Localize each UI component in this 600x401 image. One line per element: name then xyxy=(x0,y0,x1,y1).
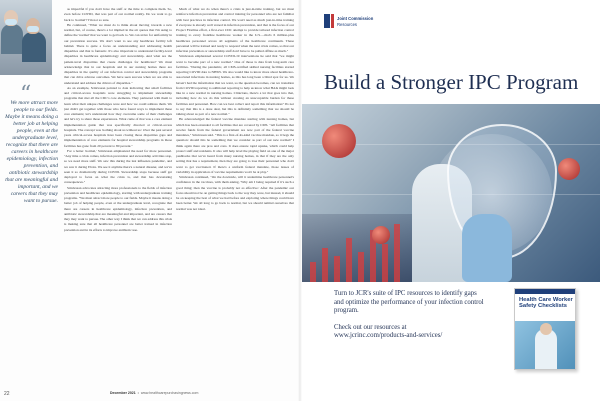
ad-headline: Build a Stronger IPC Program xyxy=(324,70,579,94)
advertisement-page xyxy=(302,0,600,401)
hero-chart-graphic xyxy=(302,214,422,282)
hero-chart-bar xyxy=(358,252,364,282)
logo-mark-icon xyxy=(324,14,330,28)
page-footer: December 2021 • www.healthcarepurchasingnews.com xyxy=(110,391,199,395)
footer-issue: December 2021 xyxy=(110,391,136,395)
promo-paragraph xyxy=(334,324,486,341)
virus-icon xyxy=(322,124,356,158)
hero-chart-bar xyxy=(394,224,400,282)
promo-cta: Check out our resources at xyxy=(334,323,407,331)
logo-mark-accent-icon xyxy=(331,14,334,28)
virus-icon xyxy=(372,226,390,244)
page-number: 22 xyxy=(4,391,10,397)
pull-quote xyxy=(0,84,60,304)
quote-mark-icon: “ xyxy=(20,82,32,107)
promo-url-link[interactable]: www.jcrinc.com/products-and-services/ xyxy=(334,332,443,340)
paragraph: He continued, "What we must do is think about moving towards a new normal, but, of course, there's a lot implied in the air quotes that I'm using to define the 'normal' that we want to get back to. We can strive for uniformity in our prevention success. We don't want to see any healthcare facility left behind. There is quite a focus on understanding and addressing health disparities and that is fantastic. It's also important to understand facility-level disparities in healthcare epidemiology and stewardship. And what are the patient-level disparities that create challenges for healthcare? We must acknowledge that in our hospitals and in our nursing homes there are disparities in the quality of our infection control and stewardship programs that can drive adverse outcomes. We have seen success when we are able to understand and address the drivers of disparities." xyxy=(64,22,172,85)
jcr-logo xyxy=(324,12,384,32)
photo-figure xyxy=(22,32,46,62)
pull-quote-text: We more attract more people to our fields. Maybe it means doing a better job at helping people, even at the undergraduate level, recognize that there are careers in healthcare epidemiology, infection prevention, and antibiotic stewardship that are meaningful and important, and we careers that they may want to pursue. xyxy=(5,100,58,204)
paragraph: Srinivasan advocates attracting more professionals to the fields of infection prevention and healthcare epidemiology, starting with undergraduate training programs. "We must attract more people to our fields. Maybe it means doing a better job of helping people, even at the undergraduate level, recognize that there are careers in healthcare epidemiology, infection prevention, and antibiotic stewardship that are meaningful and important, and are careers that they may want to pursue. The other way I think that we can address this crisis is making sure that all healthcare personnel are better trained in infection prevention and in its efforts to improve antibiotic use. xyxy=(64,185,172,232)
promo-paragraph: Turn to JCR's suite of IPC resources to identify gaps and optimize the performance of your infection control program. xyxy=(334,290,484,315)
hero-chart-bar xyxy=(310,262,316,282)
book-title: Health Care Worker Safety Checklists xyxy=(519,297,573,310)
logo-line-1: Joint Commission xyxy=(337,16,374,21)
paragraph: He acknowledged the federal vaccine mandate starting with nursing homes, but which has been extended to all facilities that are covered by CMS. "All facilities that receive funds from the federal government are now part of the federal vaccine mandates," Srinivasan said. "This is a first-of-its-kind vaccine mandate, so it begs the question: should this be something that we consider as part of our new normal? I think again there are pros and cons. It does ensure rapid uptake, which could help protect staff and residents. It also will help level the playing field on one of the major pushbacks that we've heard from many nursing homes, in that if they are the only setting that has a requirement, then they are going to lose their personnel who don't want to get vaccinated. If there's a uniform federal mandate, those issues of variability in application of vaccine requirements won't be at play." xyxy=(176,117,294,174)
footer-site: www.healthcarepurchasingnews.com xyxy=(140,391,199,395)
paragraph: As an example, Srinivasan pointed to data indicating that small facilities and critical-access hospitals were struggling to implement stewardship programs that met all the CDC's core elements. They partnered with them to learn what their unique challenges were and how we could address them. We just didn't get together with those who have found ways to implement these core elements; let's understand how they overcame some of their challenges and let's try to share those experiences. What came of that was a core element implementation guide that was specifically directed at critical-access hospitals. The concept was 'nothing about us without us.' Over the past several years critical-access hospitals have been closing those disparities gaps and implementation of core elements for hospital stewardship programs in those facilities has gone from 20 percent to 80 percent." xyxy=(64,85,172,148)
article-photo xyxy=(0,0,52,75)
hero-chart-bar xyxy=(322,248,328,282)
photo-figure xyxy=(1,24,23,54)
face-mask-shape xyxy=(5,19,17,25)
paragraph: Srinivasan continued, "On the downside, will it undermine healthcare personnel's confidence in the vaccines, with them asking, 'Why am I being required if it's such a good thing; then the vaccine is probably not as effective.' After the pandemic our focus should not be on getting things back to the way they were, but instead, it should be on keeping the best of what we had before and exploring where things could have been better. We all long to go back to normal, but we should remind ourselves that normal was not ideal. xyxy=(176,175,294,211)
hero-chart-bar xyxy=(382,244,388,282)
virus-icon xyxy=(558,158,580,180)
article-column-1 xyxy=(64,7,172,381)
book-figure xyxy=(535,329,557,370)
ad-promo-text xyxy=(334,290,486,349)
hero-image xyxy=(302,104,600,282)
book-band xyxy=(515,289,576,294)
gloved-hand-figure xyxy=(462,214,512,282)
logo-line-2: Resources xyxy=(337,21,358,27)
book-figure-head xyxy=(540,323,552,335)
hero-chart-bar xyxy=(346,238,352,282)
hero-chart-bar xyxy=(334,256,340,282)
article-column-2 xyxy=(176,7,294,381)
book-cover-photo xyxy=(515,321,576,370)
paragraph: Srinivasan emphasized several COVID-19 interventions he said that "we might want to become part of a new normal." One of those is data from long-term care facilities. "During the pandemic, all CMS-certified skilled nursing facilities started reporting COVID data to NHSN. We also would like to know more about healthcare-associated infections in nursing homes, as this has long been a blind spot for us. We haven't had the information that we want, so the question becomes, can we transition from COVID reporting to additional reporting to help us know what HAIs might look like in a new normal in nursing homes. Clinicians, there's a lot that goes into that, including how do we do this without creating an unacceptable burden for these facilities and personnel. How can we best collect and report this information? It's not to say that this is a done deal, but this is definitely something that we should be talking about as part of a new normal." xyxy=(176,54,294,116)
face-mask-shape xyxy=(27,26,39,32)
paragraph: Much of what we do when there's a crisis is just-in-time training, but we must reinforce infection prevention and control training for personnel who are not familiar with best practices in infection control. We won't need as much just-in-time training if everyone is already well versed in infection prevention, and that is the focus of our Project Firstline effort, a first-ever CDC attempt to provide tailored infection control training to every frontline healthcare worker in the U.S.—that's 6 million-plus healthcare personnel across all segments of the healthcare continuum. These personnel will be trained and ready to respond when the next crisis comes, so that our infection prevention or stewardship staff don't have to be pulled offline as much." xyxy=(176,7,294,53)
paragraph: For a better 'normal,' Srinivasan emphasized the need for more personnel. "Any time a crisis comes, infection prevention and stewardship activities stop, so we need more staff. We saw this during the last influenza pandemic, and we saw it during Ebola. We see it anytime there's a natural disaster, and we've seen it so dramatically during COVID. Stewardship stops because staff get deployed to focus on what the crisis is, and that has devastating consequences." xyxy=(64,148,172,185)
book-cover-image xyxy=(514,288,576,370)
paragraph: as impactful if you don't have the staff or the time to complete them. So, even before COVID, that was part of our normal reality. Do we want to go back to 'normal'? I'm not so sure. xyxy=(64,7,172,22)
